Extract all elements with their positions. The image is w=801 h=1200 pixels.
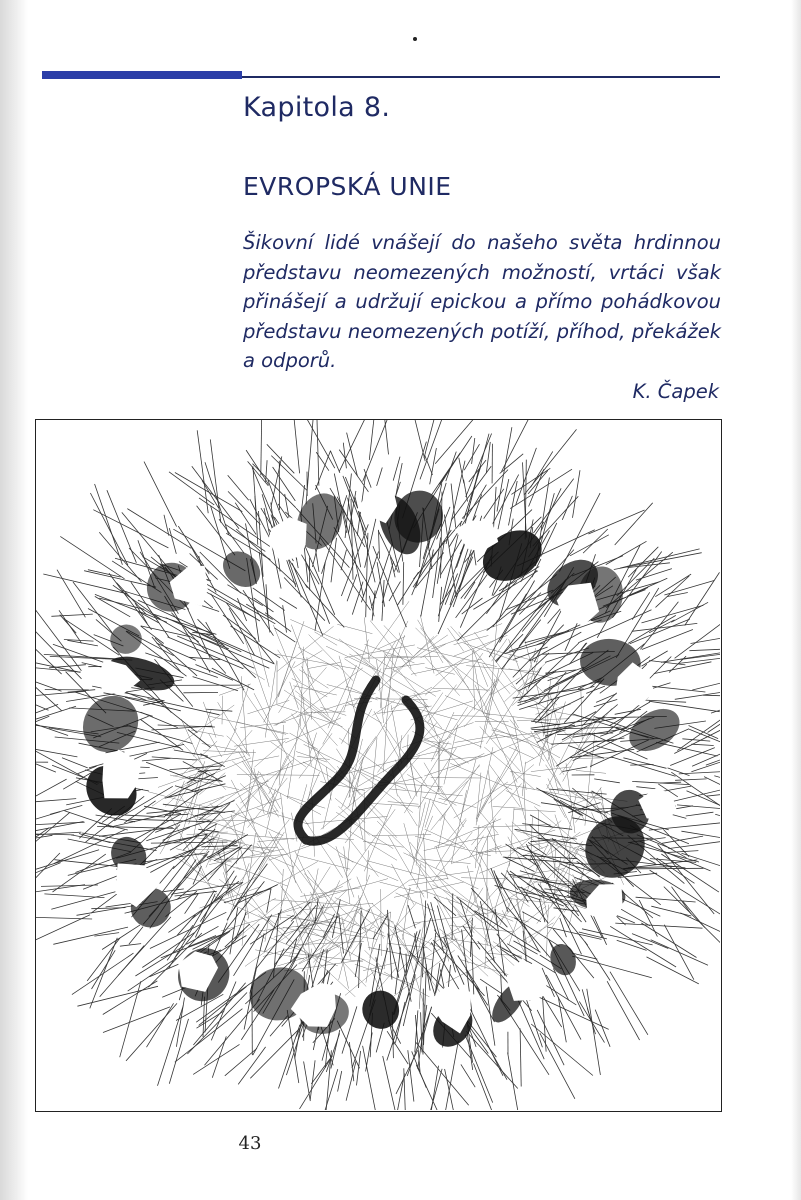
ink-blotch (72, 685, 150, 764)
page-edge-shadow (791, 0, 801, 1200)
ink-blotch (622, 700, 688, 760)
quote-line: představu neomezených potíží, příhod, překážek (243, 319, 721, 343)
quote-line: Šikovní lidé vnášejí do našeho světa hrdinnou (243, 231, 721, 254)
star-gap-shape (640, 790, 676, 819)
page-gutter-shadow (0, 0, 28, 1200)
page-number: 43 (238, 1133, 262, 1154)
print-speck (413, 37, 417, 41)
quote-line: a odporů. (243, 349, 337, 372)
chapter-accent-bar (42, 71, 242, 79)
quote-line: představu neomezených možností, vrtáci však (243, 260, 721, 284)
star-gap-shape (507, 960, 549, 1000)
epigraph-quote (243, 228, 721, 376)
ink-blotch (357, 986, 404, 1034)
ink-blotch (216, 544, 268, 594)
eu-stars-illustration (36, 420, 720, 1110)
quote-author: K. Čapek (632, 380, 719, 403)
quote-line: přinášejí a udržují epickou a přímo pohádkovou (243, 290, 721, 313)
chapter-title: EVROPSKÁ UNIE (243, 172, 452, 201)
chapter-rule (242, 76, 720, 78)
chapter-label: Kapitola 8. (243, 92, 391, 123)
illustration-frame (35, 419, 722, 1112)
